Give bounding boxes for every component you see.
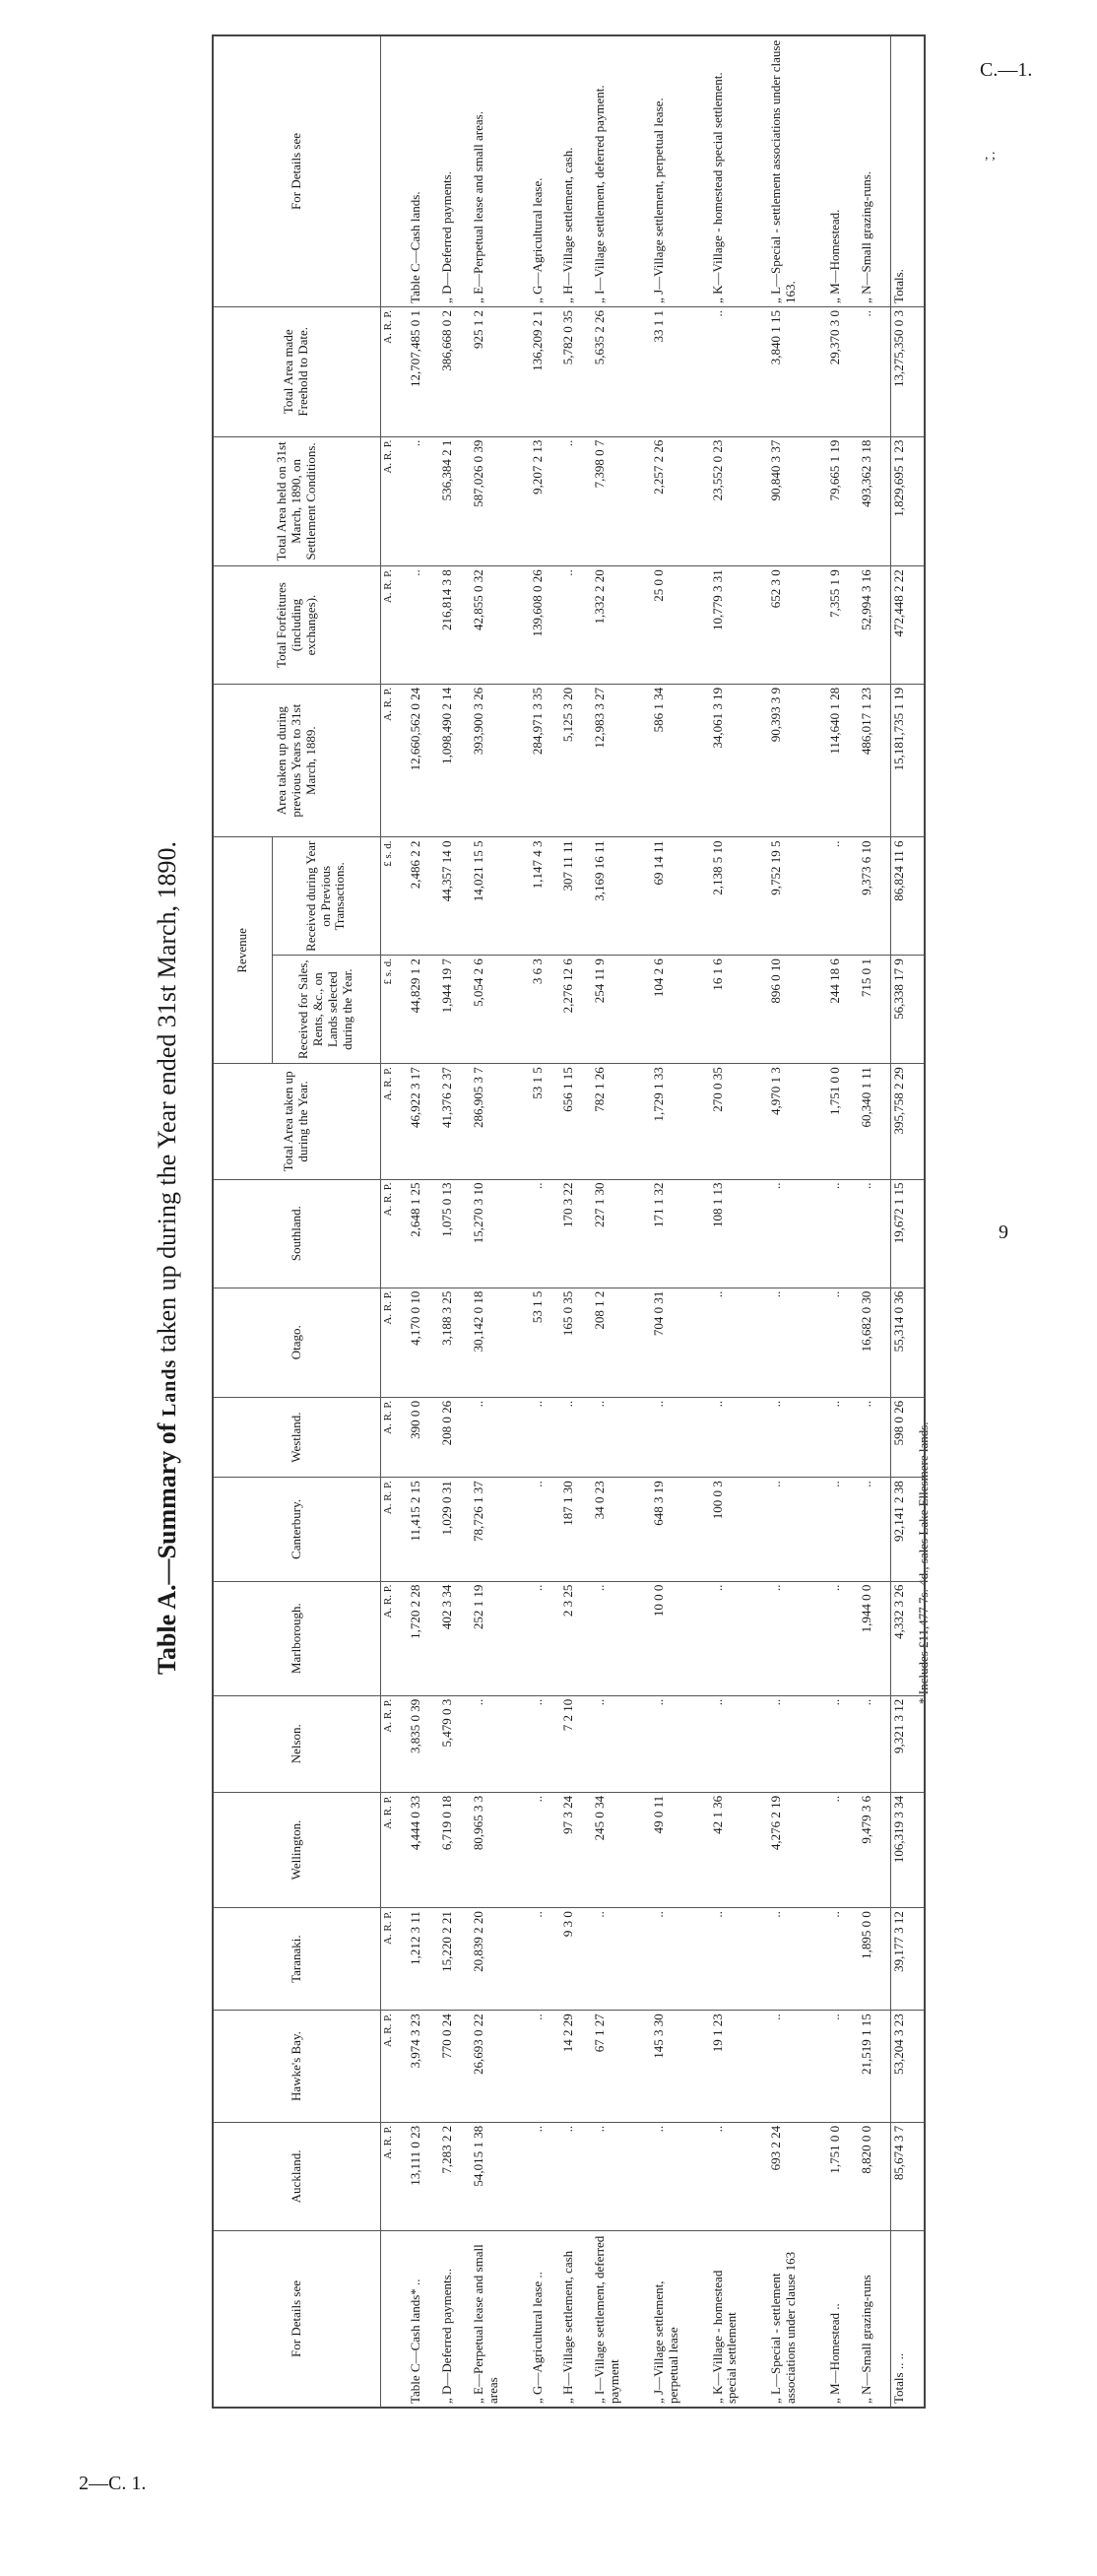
- cell-received-sales: 5,054 2 6: [471, 956, 530, 1064]
- cell-area-prev: 1,098,490 2 14: [439, 684, 471, 837]
- cell-hawkes-bay: 770 0 24: [439, 2011, 471, 2123]
- table-row: [439, 35, 471, 2408]
- cell-taranaki: 1,212 3 11: [408, 1908, 439, 2011]
- cell-freehold: 925 1 2: [471, 306, 530, 436]
- cell-forfeitures: 139,608 0 26: [530, 566, 561, 685]
- cell-auckland: ..: [560, 2122, 592, 2230]
- cell-area-prev: 284,971 3 35: [530, 684, 561, 837]
- cell-otago: 30,142 0 18: [471, 1288, 530, 1397]
- unit-acres: A. R. P.: [380, 1792, 408, 1907]
- cell-taranaki: ..: [710, 1908, 769, 2011]
- cell-received-sales: 254 11 9: [592, 956, 651, 1064]
- cell-received-sales: 715 0 1: [859, 956, 891, 1064]
- cell-otago: 165 0 35: [560, 1288, 592, 1397]
- cell-label: „ J—Village settlement, perpetual lease: [651, 2230, 710, 2408]
- cell-area-prev: 114,640 1 28: [827, 684, 859, 837]
- cell-southland: 2,648 1 25: [408, 1179, 439, 1288]
- cell-received-prev: 86,824 11 6: [890, 837, 925, 956]
- cell-area-prev: 34,061 3 19: [710, 684, 769, 837]
- cell-details-right: „ N—Small grazing-runs.: [859, 35, 891, 306]
- cell-westland: 390 0 0: [408, 1397, 439, 1477]
- cell-westland: ..: [859, 1397, 891, 1477]
- cell-auckland: ..: [651, 2122, 710, 2230]
- header-southland: Southland.: [213, 1179, 380, 1288]
- cell-hawkes-bay: ..: [768, 2011, 827, 2123]
- cell-southland: ..: [827, 1179, 859, 1288]
- cell-received-prev: 9,373 6 10: [859, 837, 891, 956]
- cell-area-prev: 90,393 3 9: [768, 684, 827, 837]
- table-row: [651, 35, 710, 2408]
- cell-taranaki: 1,895 0 0: [859, 1908, 891, 2011]
- cell-nelson: ..: [827, 1695, 859, 1792]
- cell-westland: ..: [651, 1397, 710, 1477]
- unit-acres: A. R. P.: [380, 1397, 408, 1477]
- cell-auckland: 85,674 3 7: [890, 2122, 925, 2230]
- cell-area-held: 23,552 0 23: [710, 436, 769, 566]
- cell-nelson: ..: [651, 1695, 710, 1792]
- cell-canterbury: 1,029 0 31: [439, 1478, 471, 1581]
- cell-hawkes-bay: 14 2 29: [560, 2011, 592, 2123]
- cell-westland: ..: [768, 1397, 827, 1477]
- cell-marlborough: ..: [530, 1581, 561, 1695]
- cell-marlborough: ..: [768, 1581, 827, 1695]
- unit-acres: A. R. P.: [380, 2122, 408, 2230]
- cell-area-held: ..: [408, 436, 439, 566]
- cell-area-prev: 12,660,562 0 24: [408, 684, 439, 837]
- cell-wellington: 245 0 34: [592, 1792, 651, 1907]
- cell-westland: ..: [560, 1397, 592, 1477]
- series-code-bottom: 2—C. 1.: [79, 2473, 147, 2494]
- cell-label: „ N—Small grazing-runs: [859, 2230, 891, 2408]
- table-row: [408, 35, 439, 2408]
- units-row: [380, 35, 408, 2408]
- cell-area-held: 7,398 0 7: [592, 436, 651, 566]
- cell-auckland: ..: [592, 2122, 651, 2230]
- cell-received-sales: 244 18 6: [827, 956, 859, 1064]
- cell-forfeitures: 52,994 3 16: [859, 566, 891, 685]
- unit-acres: A. R. P.: [380, 1179, 408, 1288]
- cell-southland: 108 1 13: [710, 1179, 769, 1288]
- cell-total-area: 286,905 3 7: [471, 1064, 530, 1179]
- cell-nelson: ..: [768, 1695, 827, 1792]
- cell-received-sales: 104 2 6: [651, 956, 710, 1064]
- cell-freehold: 5,782 0 35: [560, 306, 592, 436]
- cell-area-prev: 12,983 3 27: [592, 684, 651, 837]
- cell-southland: 227 1 30: [592, 1179, 651, 1288]
- cell-otago: 704 0 31: [651, 1288, 710, 1397]
- header-hawkes-bay: Hawke's Bay.: [213, 2011, 380, 2123]
- cell-area-held: 79,665 1 19: [827, 436, 859, 566]
- header-received-sales: Received for Sales, Rents, &c., on Lands selected during the Year.: [272, 956, 380, 1064]
- cell-label: „ K—Village - homestead special settlement: [710, 2230, 769, 2408]
- table-row: [768, 35, 827, 2408]
- header-total-area: Total Area taken up during the Year.: [213, 1064, 380, 1179]
- cell-forfeitures: 25 0 0: [651, 566, 710, 685]
- cell-area-held: 587,026 0 39: [471, 436, 530, 566]
- cell-marlborough: ..: [592, 1581, 651, 1695]
- cell-wellington: 9,479 3 6: [859, 1792, 891, 1907]
- cell-forfeitures: ..: [560, 566, 592, 685]
- cell-freehold: ..: [859, 306, 891, 436]
- cell-otago: 53 1 5: [530, 1288, 561, 1397]
- cell-hawkes-bay: 67 1 27: [592, 2011, 651, 2123]
- cell-taranaki: ..: [651, 1908, 710, 2011]
- cell-details-right: „ E—Perpetual lease and small areas.: [471, 35, 530, 306]
- header-marlborough: Marlborough.: [213, 1581, 380, 1695]
- cell-auckland: ..: [710, 2122, 769, 2230]
- header-otago: Otago.: [213, 1288, 380, 1397]
- totals-row: [890, 35, 925, 2408]
- unit-acres: A. R. P.: [380, 306, 408, 436]
- cell-taranaki: ..: [530, 1908, 561, 2011]
- cell-canterbury: ..: [827, 1478, 859, 1581]
- header-area-prev: Area taken up during previous Years to 31st March, 1889.: [213, 684, 380, 837]
- margin-marks: , ;: [985, 148, 996, 163]
- title-prefix: Table A.: [153, 1584, 181, 1675]
- series-code-top: C.—1.: [980, 59, 1033, 81]
- summary-table-container: [212, 34, 926, 2409]
- cell-wellington: 80,965 3 3: [471, 1792, 530, 1907]
- cell-received-prev: 44,357 14 0: [439, 837, 471, 956]
- cell-wellington: ..: [827, 1792, 859, 1907]
- cell-marlborough: ..: [710, 1581, 769, 1695]
- cell-otago: 55,314 0 36: [890, 1288, 925, 1397]
- cell-forfeitures: 10,779 3 31: [710, 566, 769, 685]
- cell-auckland: 7,283 2 2: [439, 2122, 471, 2230]
- cell-otago: 3,188 3 25: [439, 1288, 471, 1397]
- cell-area-prev: 486,017 1 23: [859, 684, 891, 837]
- cell-label: „ G—Agricultural lease ..: [530, 2230, 561, 2408]
- cell-freehold: 12,707,485 0 1: [408, 306, 439, 436]
- cell-label: Totals .. ..: [890, 2230, 925, 2408]
- unit-acres: A. R. P.: [380, 1695, 408, 1792]
- cell-auckland: 1,751 0 0: [827, 2122, 859, 2230]
- cell-marlborough: 1,944 0 0: [859, 1581, 891, 1695]
- cell-total-area: 4,970 1 3: [768, 1064, 827, 1179]
- unit-acres: A. R. P.: [380, 566, 408, 685]
- cell-area-prev: 393,900 3 26: [471, 684, 530, 837]
- cell-canterbury: 187 1 30: [560, 1478, 592, 1581]
- footnote: * Includes £11,477 7s. 4d., sales Lake Ellesmere lands.: [916, 1421, 931, 1704]
- unit-acres: A. R. P.: [380, 1478, 408, 1581]
- header-canterbury: Canterbury.: [213, 1478, 380, 1581]
- cell-wellington: 4,276 2 19: [768, 1792, 827, 1907]
- cell-total-area: 1,751 0 0: [827, 1064, 859, 1179]
- cell-received-sales: 2,276 12 6: [560, 956, 592, 1064]
- table-row: [530, 35, 561, 2408]
- table-row: [471, 35, 530, 2408]
- cell-received-sales: 16 1 6: [710, 956, 769, 1064]
- table-row: [710, 35, 769, 2408]
- cell-hawkes-bay: ..: [530, 2011, 561, 2123]
- cell-freehold: 29,370 3 0: [827, 306, 859, 436]
- cell-westland: ..: [827, 1397, 859, 1477]
- cell-received-prev: ..: [827, 837, 859, 956]
- cell-wellington: 106,319 3 34: [890, 1792, 925, 1907]
- table-row: [859, 35, 891, 2408]
- cell-area-held: ..: [560, 436, 592, 566]
- cell-otago: 16,682 0 30: [859, 1288, 891, 1397]
- title-main: —Summary of: [153, 1417, 181, 1585]
- cell-received-prev: 1,147 4 3: [530, 837, 561, 956]
- cell-forfeitures: ..: [408, 566, 439, 685]
- cell-area-prev: 15,181,735 1 19: [890, 684, 925, 837]
- cell-total-area: 60,340 1 11: [859, 1064, 891, 1179]
- cell-canterbury: 11,415 2 15: [408, 1478, 439, 1581]
- cell-taranaki: 9 3 0: [560, 1908, 592, 2011]
- cell-canterbury: 648 3 19: [651, 1478, 710, 1581]
- header-details: For Details see: [213, 2230, 380, 2408]
- cell-freehold: 386,668 0 2: [439, 306, 471, 436]
- cell-hawkes-bay: 145 3 30: [651, 2011, 710, 2123]
- cell-canterbury: 92,141 2 38: [890, 1478, 925, 1581]
- cell-marlborough: 10 0 0: [651, 1581, 710, 1695]
- cell-nelson: ..: [859, 1695, 891, 1792]
- cell-area-held: 1,829,695 1 23: [890, 436, 925, 566]
- header-freehold: Total Area made Freehold to Date.: [213, 306, 380, 436]
- cell-total-area: 41,376 2 37: [439, 1064, 471, 1179]
- cell-wellington: 42 1 36: [710, 1792, 769, 1907]
- cell-canterbury: 78,726 1 37: [471, 1478, 530, 1581]
- cell-label: „ L—Special - settlement associations under clause 163: [768, 2230, 827, 2408]
- cell-details-right: Totals.: [890, 35, 925, 306]
- header-area-held: Total Area held on 31st March, 1890, on Settlement Conditions.: [213, 436, 380, 566]
- table-row: [592, 35, 651, 2408]
- cell-area-held: 90,840 3 37: [768, 436, 827, 566]
- cell-marlborough: ..: [827, 1581, 859, 1695]
- unit-acres: A. R. P.: [380, 1908, 408, 2011]
- cell-southland: 15,270 3 10: [471, 1179, 530, 1288]
- cell-area-held: 536,384 2 1: [439, 436, 471, 566]
- cell-southland: 170 3 22: [560, 1179, 592, 1288]
- page-number: 9: [999, 1222, 1008, 1243]
- cell-area-held: 2,257 2 26: [651, 436, 710, 566]
- cell-label: „ D—Deferred payments..: [439, 2230, 471, 2408]
- cell-marlborough: 402 3 34: [439, 1581, 471, 1695]
- unit-acres: A. R. P.: [380, 1064, 408, 1179]
- cell-total-area: 46,922 3 17: [408, 1064, 439, 1179]
- summary-table: [212, 34, 926, 2409]
- cell-label: „ H—Village settlement, cash: [560, 2230, 592, 2408]
- cell-received-prev: 307 11 11: [560, 837, 592, 956]
- cell-marlborough: 2 3 25: [560, 1581, 592, 1695]
- cell-forfeitures: 42,855 0 32: [471, 566, 530, 685]
- cell-nelson: 3,835 0 39: [408, 1695, 439, 1792]
- cell-westland: ..: [471, 1397, 530, 1477]
- cell-taranaki: ..: [768, 1908, 827, 2011]
- cell-label: „ M—Homestead ..: [827, 2230, 859, 2408]
- cell-forfeitures: 472,448 2 22: [890, 566, 925, 685]
- cell-nelson: ..: [710, 1695, 769, 1792]
- cell-wellington: ..: [530, 1792, 561, 1907]
- cell-freehold: 136,209 2 1: [530, 306, 561, 436]
- cell-southland: 19,672 1 15: [890, 1179, 925, 1288]
- cell-received-prev: 2,138 5 10: [710, 837, 769, 956]
- cell-canterbury: ..: [859, 1478, 891, 1581]
- cell-westland: ..: [530, 1397, 561, 1477]
- cell-details-right: „ J—Village settlement, perpetual lease.: [651, 35, 710, 306]
- header-wellington: Wellington.: [213, 1792, 380, 1907]
- cell-auckland: ..: [530, 2122, 561, 2230]
- cell-westland: 598 0 26: [890, 1397, 925, 1477]
- cell-details-right: Table C—Cash lands.: [408, 35, 439, 306]
- cell-taranaki: 15,220 2 21: [439, 1908, 471, 2011]
- cell-details-right: „ H—Village settlement, cash.: [560, 35, 592, 306]
- cell-otago: 208 1 2: [592, 1288, 651, 1397]
- cell-marlborough: 252 1 19: [471, 1581, 530, 1695]
- cell-label: Table C—Cash lands* ..: [408, 2230, 439, 2408]
- cell-details-right: „ G—Agricultural lease.: [530, 35, 561, 306]
- cell-nelson: 7 2 10: [560, 1695, 592, 1792]
- cell-hawkes-bay: 53,204 3 23: [890, 2011, 925, 2123]
- cell-area-held: 9,207 2 13: [530, 436, 561, 566]
- cell-taranaki: 39,177 3 12: [890, 1908, 925, 2011]
- cell-received-sales: 56,338 17 9: [890, 956, 925, 1064]
- header-details-right: For Details see: [213, 35, 380, 306]
- header-nelson: Nelson.: [213, 1695, 380, 1792]
- cell-hawkes-bay: 26,693 0 22: [471, 2011, 530, 2123]
- cell-southland: 1,075 0 13: [439, 1179, 471, 1288]
- cell-westland: ..: [710, 1397, 769, 1477]
- cell-wellington: 4,444 0 33: [408, 1792, 439, 1907]
- table-row: [560, 35, 592, 2408]
- cell-taranaki: ..: [827, 1908, 859, 2011]
- cell-received-sales: 44,829 1 2: [408, 956, 439, 1064]
- cell-total-area: 1,729 1 33: [651, 1064, 710, 1179]
- cell-southland: 171 1 32: [651, 1179, 710, 1288]
- cell-area-held: 493,362 3 18: [859, 436, 891, 566]
- cell-area-prev: 5,125 3 20: [560, 684, 592, 837]
- cell-freehold: 3,840 1 15: [768, 306, 827, 436]
- cell-details-right: „ K—Village - homestead special settlement.: [710, 35, 769, 306]
- unit-acres: A. R. P.: [380, 684, 408, 837]
- cell-total-area: 270 0 35: [710, 1064, 769, 1179]
- cell-hawkes-bay: ..: [827, 2011, 859, 2123]
- cell-canterbury: 100 0 3: [710, 1478, 769, 1581]
- cell-forfeitures: 652 3 0: [768, 566, 827, 685]
- cell-otago: ..: [768, 1288, 827, 1397]
- cell-total-area: 656 1 15: [560, 1064, 592, 1179]
- cell-auckland: 693 2 24: [768, 2122, 827, 2230]
- cell-taranaki: ..: [592, 1908, 651, 2011]
- cell-nelson: ..: [471, 1695, 530, 1792]
- cell-label: „ I—Village settlement, deferred payment: [592, 2230, 651, 2408]
- cell-total-area: 395,758 2 29: [890, 1064, 925, 1179]
- cell-auckland: 54,015 1 38: [471, 2122, 530, 2230]
- cell-received-prev: 3,169 16 11: [592, 837, 651, 956]
- cell-received-prev: 9,752 19 5: [768, 837, 827, 956]
- cell-otago: ..: [827, 1288, 859, 1397]
- header-westland: Westland.: [213, 1397, 380, 1477]
- cell-marlborough: 4,332 3 26: [890, 1581, 925, 1695]
- cell-received-sales: 3 6 3: [530, 956, 561, 1064]
- cell-received-sales: 896 0 10: [768, 956, 827, 1064]
- cell-forfeitures: 216,814 3 8: [439, 566, 471, 685]
- cell-received-prev: 69 14 11: [651, 837, 710, 956]
- cell-details-right: „ D—Deferred payments.: [439, 35, 471, 306]
- cell-area-prev: 586 1 34: [651, 684, 710, 837]
- cell-auckland: 13,111 0 23: [408, 2122, 439, 2230]
- cell-received-sales: 1,944 19 7: [439, 956, 471, 1064]
- cell-otago: ..: [710, 1288, 769, 1397]
- cell-freehold: 13,275,350 0 3: [890, 306, 925, 436]
- cell-total-area: 53 1 5: [530, 1064, 561, 1179]
- header-auckland: Auckland.: [213, 2122, 380, 2230]
- unit-money: £ s. d.: [380, 837, 408, 956]
- header-taranaki: Taranaki.: [213, 1908, 380, 2011]
- cell-hawkes-bay: 21,519 1 15: [859, 2011, 891, 2123]
- unit-acres: A. R. P.: [380, 1288, 408, 1397]
- cell-hawkes-bay: 19 1 23: [710, 2011, 769, 2123]
- cell-hawkes-bay: 3,974 3 23: [408, 2011, 439, 2123]
- cell-total-area: 782 1 26: [592, 1064, 651, 1179]
- cell-southland: ..: [859, 1179, 891, 1288]
- cell-nelson: 9,321 3 12: [890, 1695, 925, 1792]
- header-revenue: Revenue: [213, 837, 272, 1064]
- cell-canterbury: 34 0 23: [592, 1478, 651, 1581]
- cell-nelson: ..: [530, 1695, 561, 1792]
- cell-details-right: „ I—Village settlement, deferred payment.: [592, 35, 651, 306]
- cell-marlborough: 1,720 2 28: [408, 1581, 439, 1695]
- cell-nelson: ..: [592, 1695, 651, 1792]
- cell-southland: ..: [530, 1179, 561, 1288]
- cell-wellington: 6,719 0 18: [439, 1792, 471, 1907]
- cell-received-prev: 2,486 2 2: [408, 837, 439, 956]
- cell-freehold: 33 1 1: [651, 306, 710, 436]
- title-rest: taken up during the Year ended 31st March, 1890.: [153, 840, 181, 1359]
- cell-label: „ E—Perpetual lease and small areas: [471, 2230, 530, 2408]
- cell-forfeitures: 7,355 1 9: [827, 566, 859, 685]
- cell-wellington: 49 0 11: [651, 1792, 710, 1907]
- cell-auckland: 8,820 0 0: [859, 2122, 891, 2230]
- table-title: [153, 841, 182, 1675]
- cell-southland: ..: [768, 1179, 827, 1288]
- cell-freehold: 5,635 2 26: [592, 306, 651, 436]
- title-smallcaps: Lands: [159, 1358, 180, 1418]
- cell-canterbury: ..: [530, 1478, 561, 1581]
- cell-details-right: „ M—Homestead.: [827, 35, 859, 306]
- cell-taranaki: 20,839 2 20: [471, 1908, 530, 2011]
- cell-details-right: „ L—Special - settlement associations under clause 163.: [768, 35, 827, 306]
- cell-nelson: 5,479 0 3: [439, 1695, 471, 1792]
- unit-acres: A. R. P.: [380, 436, 408, 566]
- cell-freehold: ..: [710, 306, 769, 436]
- header-received-prev: Received during Year on Previous Transactions.: [272, 837, 380, 956]
- cell-forfeitures: 1,332 2 20: [592, 566, 651, 685]
- unit-money: £ s. d.: [380, 956, 408, 1064]
- cell-canterbury: ..: [768, 1478, 827, 1581]
- cell-otago: 4,170 0 10: [408, 1288, 439, 1397]
- unit-acres: A. R. P.: [380, 2011, 408, 2123]
- header-forfeitures: Total Forfeitures (including exchanges).: [213, 566, 380, 685]
- cell-received-prev: 14,021 15 5: [471, 837, 530, 956]
- unit-acres: A. R. P.: [380, 1581, 408, 1695]
- cell-westland: 208 0 26: [439, 1397, 471, 1477]
- cell-wellington: 97 3 24: [560, 1792, 592, 1907]
- cell-westland: ..: [592, 1397, 651, 1477]
- table-row: [827, 35, 859, 2408]
